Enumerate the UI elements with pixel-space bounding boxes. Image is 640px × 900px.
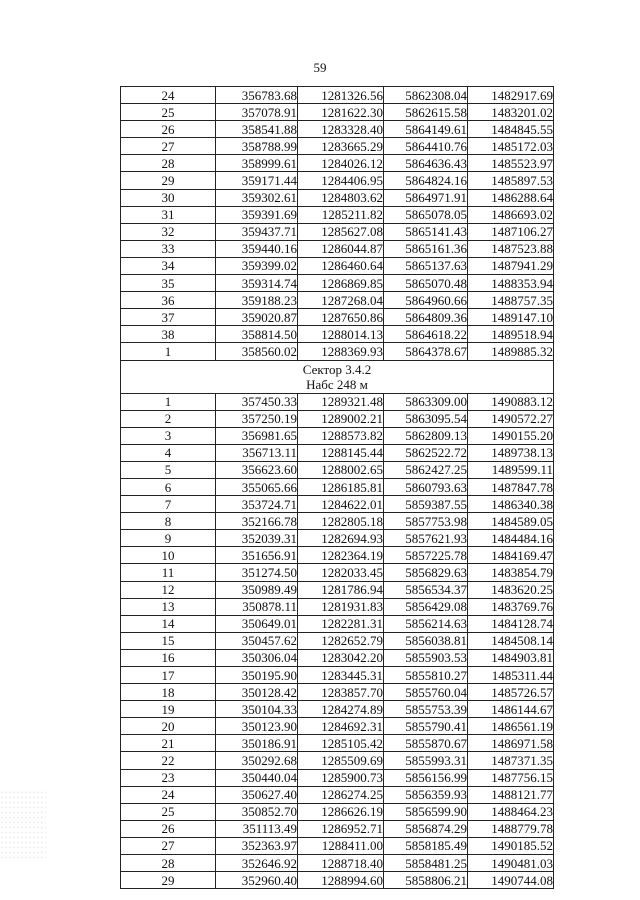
coordinate-cell: 1285627.08	[298, 223, 384, 240]
coordinate-cell: 1487941.29	[468, 257, 554, 274]
coordinate-cell: 1286952.71	[298, 820, 384, 837]
point-number-cell: 35	[121, 275, 216, 292]
coordinate-cell: 1484845.55	[468, 121, 554, 138]
table-row	[121, 581, 554, 598]
table-row	[121, 292, 554, 309]
table-row	[121, 564, 554, 581]
coordinate-cell: 350440.04	[216, 769, 298, 786]
table-row	[121, 855, 554, 872]
table-row	[121, 803, 554, 820]
coordinate-cell: 5857225.78	[384, 547, 468, 564]
coordinate-cell: 5860793.63	[384, 478, 468, 495]
coordinate-cell: 1490883.12	[468, 393, 554, 410]
coordinate-cell: 1488464.23	[468, 803, 554, 820]
coordinate-cell: 1282805.18	[298, 513, 384, 530]
coordinate-cell: 5864618.22	[384, 326, 468, 343]
coordinate-cell: 5856038.81	[384, 632, 468, 649]
coordinate-cell: 5864824.16	[384, 172, 468, 189]
coordinate-cell: 356623.60	[216, 461, 298, 478]
point-number-cell: 32	[121, 223, 216, 240]
coordinate-cell: 1484589.05	[468, 513, 554, 530]
table-row	[121, 530, 554, 547]
coordinate-cell: 350195.90	[216, 667, 298, 684]
table-row	[121, 718, 554, 735]
coordinate-cell: 358788.99	[216, 138, 298, 155]
coordinate-cell: 1484508.14	[468, 632, 554, 649]
coordinate-cell: 359188.23	[216, 292, 298, 309]
table-row	[121, 343, 554, 360]
coordinate-cell: 5856359.93	[384, 786, 468, 803]
coordinate-cell: 356713.11	[216, 444, 298, 461]
coordinate-cell: 1488353.94	[468, 275, 554, 292]
coordinate-cell: 1286044.87	[298, 240, 384, 257]
coordinate-cell: 5864636.43	[384, 155, 468, 172]
table-row	[121, 752, 554, 769]
coordinate-cell: 350128.42	[216, 684, 298, 701]
coordinate-cell: 1490185.52	[468, 837, 554, 854]
coordinate-cell: 5856599.90	[384, 803, 468, 820]
table-section-bottom	[121, 393, 554, 889]
coordinate-cell: 351113.49	[216, 820, 298, 837]
coordinate-cell: 5864809.36	[384, 309, 468, 326]
coordinate-cell: 5856534.37	[384, 581, 468, 598]
coordinate-cell: 5857753.98	[384, 513, 468, 530]
table-row	[121, 155, 554, 172]
table-row	[121, 461, 554, 478]
coordinate-cell: 1285509.69	[298, 752, 384, 769]
coordinate-cell: 1490155.20	[468, 427, 554, 444]
coordinate-cell: 5862615.58	[384, 104, 468, 121]
coordinate-cell: 1486971.58	[468, 735, 554, 752]
coordinate-cell: 1489738.13	[468, 444, 554, 461]
coordinate-cell: 1484903.81	[468, 649, 554, 666]
coordinate-cell: 1484169.47	[468, 547, 554, 564]
coordinate-cell: 1281786.94	[298, 581, 384, 598]
coordinate-cell: 356783.68	[216, 87, 298, 104]
point-number-cell: 14	[121, 615, 216, 632]
table-row	[121, 615, 554, 632]
point-number-cell: 21	[121, 735, 216, 752]
coordinate-cell: 357250.19	[216, 410, 298, 427]
table-row	[121, 257, 554, 274]
table-row	[121, 223, 554, 240]
coordinate-cell: 1288411.00	[298, 837, 384, 854]
coordinate-cell: 5864960.66	[384, 292, 468, 309]
point-number-cell: 28	[121, 155, 216, 172]
point-number-cell: 27	[121, 138, 216, 155]
point-number-cell: 15	[121, 632, 216, 649]
coordinate-cell: 1485726.57	[468, 684, 554, 701]
coordinate-cell: 350649.01	[216, 615, 298, 632]
coordinate-cell: 359302.61	[216, 189, 298, 206]
point-number-cell: 29	[121, 872, 216, 889]
coordinate-cell: 1488121.77	[468, 786, 554, 803]
coordinate-cell: 5864971.91	[384, 189, 468, 206]
coordinate-cell: 1284274.89	[298, 701, 384, 718]
table-row	[121, 478, 554, 495]
table-row	[121, 393, 554, 410]
coordinate-cell: 1487847.78	[468, 478, 554, 495]
coordinate-cell: 1281622.30	[298, 104, 384, 121]
coordinate-cell: 5856829.63	[384, 564, 468, 581]
coordinate-cell: 5865137.63	[384, 257, 468, 274]
coordinate-cell: 359440.16	[216, 240, 298, 257]
point-number-cell: 28	[121, 855, 216, 872]
point-number-cell: 26	[121, 820, 216, 837]
coordinate-cell: 350627.40	[216, 786, 298, 803]
table-row	[121, 769, 554, 786]
point-number-cell: 30	[121, 189, 216, 206]
table-section-top	[121, 87, 554, 361]
table-row	[121, 496, 554, 513]
coordinate-cell: 1283328.40	[298, 121, 384, 138]
coordinate-cell: 1482917.69	[468, 87, 554, 104]
coordinate-cell: 5863309.00	[384, 393, 468, 410]
coordinate-cell: 1483854.79	[468, 564, 554, 581]
coordinate-cell: 1286185.81	[298, 478, 384, 495]
coordinate-cell: 1284026.12	[298, 155, 384, 172]
point-number-cell: 8	[121, 513, 216, 530]
coordinate-cell: 5865070.48	[384, 275, 468, 292]
point-number-cell: 25	[121, 104, 216, 121]
coordinate-cell: 350989.49	[216, 581, 298, 598]
coordinate-cell: 1289321.48	[298, 393, 384, 410]
point-number-cell: 17	[121, 667, 216, 684]
coordinate-cell: 350123.90	[216, 718, 298, 735]
point-number-cell: 20	[121, 718, 216, 735]
point-number-cell: 38	[121, 326, 216, 343]
coordinate-cell: 1286460.64	[298, 257, 384, 274]
table-row	[121, 735, 554, 752]
coordinate-cell: 1288002.65	[298, 461, 384, 478]
coordinate-cell: 351656.91	[216, 547, 298, 564]
table-row	[121, 427, 554, 444]
coordinate-cell: 1486693.02	[468, 206, 554, 223]
point-number-cell: 29	[121, 172, 216, 189]
table-row	[121, 872, 554, 889]
point-number-cell: 16	[121, 649, 216, 666]
coordinate-cell: 1282364.19	[298, 547, 384, 564]
coordinate-cell: 1487523.88	[468, 240, 554, 257]
coordinate-cell: 5856214.63	[384, 615, 468, 632]
point-number-cell: 24	[121, 87, 216, 104]
coordinate-cell: 5856874.29	[384, 820, 468, 837]
coordinate-cell: 1285211.82	[298, 206, 384, 223]
coordinate-cell: 5865161.36	[384, 240, 468, 257]
point-number-cell: 36	[121, 292, 216, 309]
point-number-cell: 3	[121, 427, 216, 444]
coordinate-cell: 5862427.25	[384, 461, 468, 478]
table-row	[121, 444, 554, 461]
table-row	[121, 275, 554, 292]
coordinate-cell: 1282281.31	[298, 615, 384, 632]
point-number-cell: 5	[121, 461, 216, 478]
coordinate-cell: 359391.69	[216, 206, 298, 223]
point-number-cell: 23	[121, 769, 216, 786]
coordinate-cell: 5855903.53	[384, 649, 468, 666]
coordinate-cell: 5862308.04	[384, 87, 468, 104]
coordinate-cell: 358814.50	[216, 326, 298, 343]
coordinate-cell: 1486288.64	[468, 189, 554, 206]
coordinate-cell: 359437.71	[216, 223, 298, 240]
page-number: 59	[313, 60, 327, 75]
coordinate-cell: 352646.92	[216, 855, 298, 872]
coordinate-cell: 1484128.74	[468, 615, 554, 632]
table-row	[121, 837, 554, 854]
sector-header	[121, 360, 554, 393]
table-row	[121, 667, 554, 684]
point-number-cell: 9	[121, 530, 216, 547]
point-number-cell: 31	[121, 206, 216, 223]
point-number-cell: 19	[121, 701, 216, 718]
coordinate-cell: 1284406.95	[298, 172, 384, 189]
table-row	[121, 649, 554, 666]
coordinate-cell: 1288145.44	[298, 444, 384, 461]
coordinate-cell: 1281931.83	[298, 598, 384, 615]
coordinate-cell: 1284803.62	[298, 189, 384, 206]
coordinate-cell: 5857621.93	[384, 530, 468, 547]
coordinate-cell: 1488779.78	[468, 820, 554, 837]
coordinate-cell: 350878.11	[216, 598, 298, 615]
coordinate-cell: 5859387.55	[384, 496, 468, 513]
point-number-cell: 34	[121, 257, 216, 274]
coordinate-cell: 1283445.31	[298, 667, 384, 684]
coordinate-cell: 1286869.85	[298, 275, 384, 292]
coordinate-cell: 1483201.02	[468, 104, 554, 121]
table-row	[121, 189, 554, 206]
coordinate-cell: 5864410.76	[384, 138, 468, 155]
point-number-cell: 25	[121, 803, 216, 820]
coordinate-cell: 5858185.49	[384, 837, 468, 854]
coordinate-cell: 1288994.60	[298, 872, 384, 889]
coordinate-cell: 1490481.03	[468, 855, 554, 872]
coordinate-cell: 5858806.21	[384, 872, 468, 889]
table-row	[121, 632, 554, 649]
table-row	[121, 547, 554, 564]
table-row	[121, 326, 554, 343]
coordinate-cell: 359314.74	[216, 275, 298, 292]
coordinate-cell: 358541.88	[216, 121, 298, 138]
table-row	[121, 138, 554, 155]
coordinate-cell: 1289002.21	[298, 410, 384, 427]
point-number-cell: 7	[121, 496, 216, 513]
sector-header-row	[121, 360, 554, 393]
coordinate-cell: 5855760.04	[384, 684, 468, 701]
coordinate-cell: 351274.50	[216, 564, 298, 581]
coordinate-cell: 1483769.76	[468, 598, 554, 615]
coordinate-cell: 5862522.72	[384, 444, 468, 461]
point-number-cell: 1	[121, 393, 216, 410]
coordinate-cell: 5855790.41	[384, 718, 468, 735]
coordinate-cell: 5858481.25	[384, 855, 468, 872]
scan-noise	[0, 790, 46, 860]
point-number-cell: 4	[121, 444, 216, 461]
coordinate-cell: 5863095.54	[384, 410, 468, 427]
point-number-cell: 1	[121, 343, 216, 360]
coordinates-table	[120, 86, 554, 889]
table-row	[121, 513, 554, 530]
table-row	[121, 684, 554, 701]
coordinate-cell: 5864149.61	[384, 121, 468, 138]
coordinate-cell: 1488757.35	[468, 292, 554, 309]
coordinate-cell: 1283857.70	[298, 684, 384, 701]
table-row	[121, 87, 554, 104]
table-row	[121, 309, 554, 326]
coordinate-cell: 350186.91	[216, 735, 298, 752]
coordinate-cell: 358999.61	[216, 155, 298, 172]
coordinate-cell: 357078.91	[216, 104, 298, 121]
coordinate-cell: 350457.62	[216, 632, 298, 649]
coordinate-cell: 1489885.32	[468, 343, 554, 360]
coordinate-cell: 1288014.13	[298, 326, 384, 343]
coordinate-cell: 359399.02	[216, 257, 298, 274]
coordinate-cell: 1489518.94	[468, 326, 554, 343]
coordinate-cell: 1287268.04	[298, 292, 384, 309]
point-number-cell: 6	[121, 478, 216, 495]
coordinate-cell: 5855993.31	[384, 752, 468, 769]
coordinate-cell: 1285105.42	[298, 735, 384, 752]
point-number-cell: 18	[121, 684, 216, 701]
table-row	[121, 598, 554, 615]
coordinate-cell: 5856156.99	[384, 769, 468, 786]
coordinate-cell: 1485523.97	[468, 155, 554, 172]
coordinate-cell: 1288369.93	[298, 343, 384, 360]
coordinate-cell: 350104.33	[216, 701, 298, 718]
sector-subtitle: Набс 248 м	[306, 376, 368, 392]
coordinate-cell: 1486144.67	[468, 701, 554, 718]
coordinate-cell: 1489599.11	[468, 461, 554, 478]
coordinate-cell: 1283042.20	[298, 649, 384, 666]
point-number-cell: 13	[121, 598, 216, 615]
coordinate-cell: 358560.02	[216, 343, 298, 360]
point-number-cell: 37	[121, 309, 216, 326]
coordinate-cell: 1485172.03	[468, 138, 554, 155]
coordinate-cell: 350306.04	[216, 649, 298, 666]
coordinate-cell: 350292.68	[216, 752, 298, 769]
table-row	[121, 206, 554, 223]
coordinate-cell: 1287650.86	[298, 309, 384, 326]
table-row	[121, 701, 554, 718]
coordinate-cell: 1285900.73	[298, 769, 384, 786]
coordinate-cell: 1485897.53	[468, 172, 554, 189]
coordinate-cell: 1288718.40	[298, 855, 384, 872]
coordinate-cell: 1490572.27	[468, 410, 554, 427]
coordinate-cell: 352960.40	[216, 872, 298, 889]
coordinate-cell: 355065.66	[216, 478, 298, 495]
coordinate-cell: 1486340.38	[468, 496, 554, 513]
coordinate-cell: 5855810.27	[384, 667, 468, 684]
coordinate-cell: 1288573.82	[298, 427, 384, 444]
point-number-cell: 24	[121, 786, 216, 803]
coordinate-cell: 1282033.45	[298, 564, 384, 581]
coordinate-cell: 357450.33	[216, 393, 298, 410]
coordinate-cell: 5855753.39	[384, 701, 468, 718]
table-row	[121, 786, 554, 803]
sector-title: Сектор 3.4.2	[302, 361, 372, 377]
table-row	[121, 410, 554, 427]
coordinate-cell: 1486561.19	[468, 718, 554, 735]
coordinate-cell: 359171.44	[216, 172, 298, 189]
coordinate-cell: 352039.31	[216, 530, 298, 547]
coordinate-cell: 1283665.29	[298, 138, 384, 155]
coordinate-cell: 1487371.35	[468, 752, 554, 769]
point-number-cell: 26	[121, 121, 216, 138]
coordinate-cell: 1487756.15	[468, 769, 554, 786]
coordinate-cell: 352166.78	[216, 513, 298, 530]
point-number-cell: 12	[121, 581, 216, 598]
coordinate-cell: 1284692.31	[298, 718, 384, 735]
coordinate-cell: 353724.71	[216, 496, 298, 513]
coordinate-cell: 5865141.43	[384, 223, 468, 240]
coordinate-cell: 1281326.56	[298, 87, 384, 104]
coordinate-cell: 1282694.93	[298, 530, 384, 547]
point-number-cell: 33	[121, 240, 216, 257]
coordinate-cell: 356981.65	[216, 427, 298, 444]
coordinate-cell: 1286274.25	[298, 786, 384, 803]
coordinate-cell: 5855870.67	[384, 735, 468, 752]
point-number-cell: 2	[121, 410, 216, 427]
coordinate-cell: 5856429.08	[384, 598, 468, 615]
coordinate-cell: 1490744.08	[468, 872, 554, 889]
coordinate-cell: 1282652.79	[298, 632, 384, 649]
coordinate-cell: 359020.87	[216, 309, 298, 326]
table-row	[121, 104, 554, 121]
point-number-cell: 22	[121, 752, 216, 769]
coordinate-cell: 5862809.13	[384, 427, 468, 444]
coordinate-cell: 1484484.16	[468, 530, 554, 547]
coordinate-cell: 350852.70	[216, 803, 298, 820]
coordinate-cell: 1286626.19	[298, 803, 384, 820]
table-row	[121, 820, 554, 837]
point-number-cell: 27	[121, 837, 216, 854]
coordinate-cell: 352363.97	[216, 837, 298, 854]
point-number-cell: 10	[121, 547, 216, 564]
coordinate-cell: 1485311.44	[468, 667, 554, 684]
coordinate-cell: 5865078.05	[384, 206, 468, 223]
point-number-cell: 11	[121, 564, 216, 581]
table-row	[121, 121, 554, 138]
coordinate-cell: 1489147.10	[468, 309, 554, 326]
coordinate-cell: 1284622.01	[298, 496, 384, 513]
table-row	[121, 240, 554, 257]
coordinate-cell: 5864378.67	[384, 343, 468, 360]
coordinate-cell: 1487106.27	[468, 223, 554, 240]
table-row	[121, 172, 554, 189]
coordinate-cell: 1483620.25	[468, 581, 554, 598]
